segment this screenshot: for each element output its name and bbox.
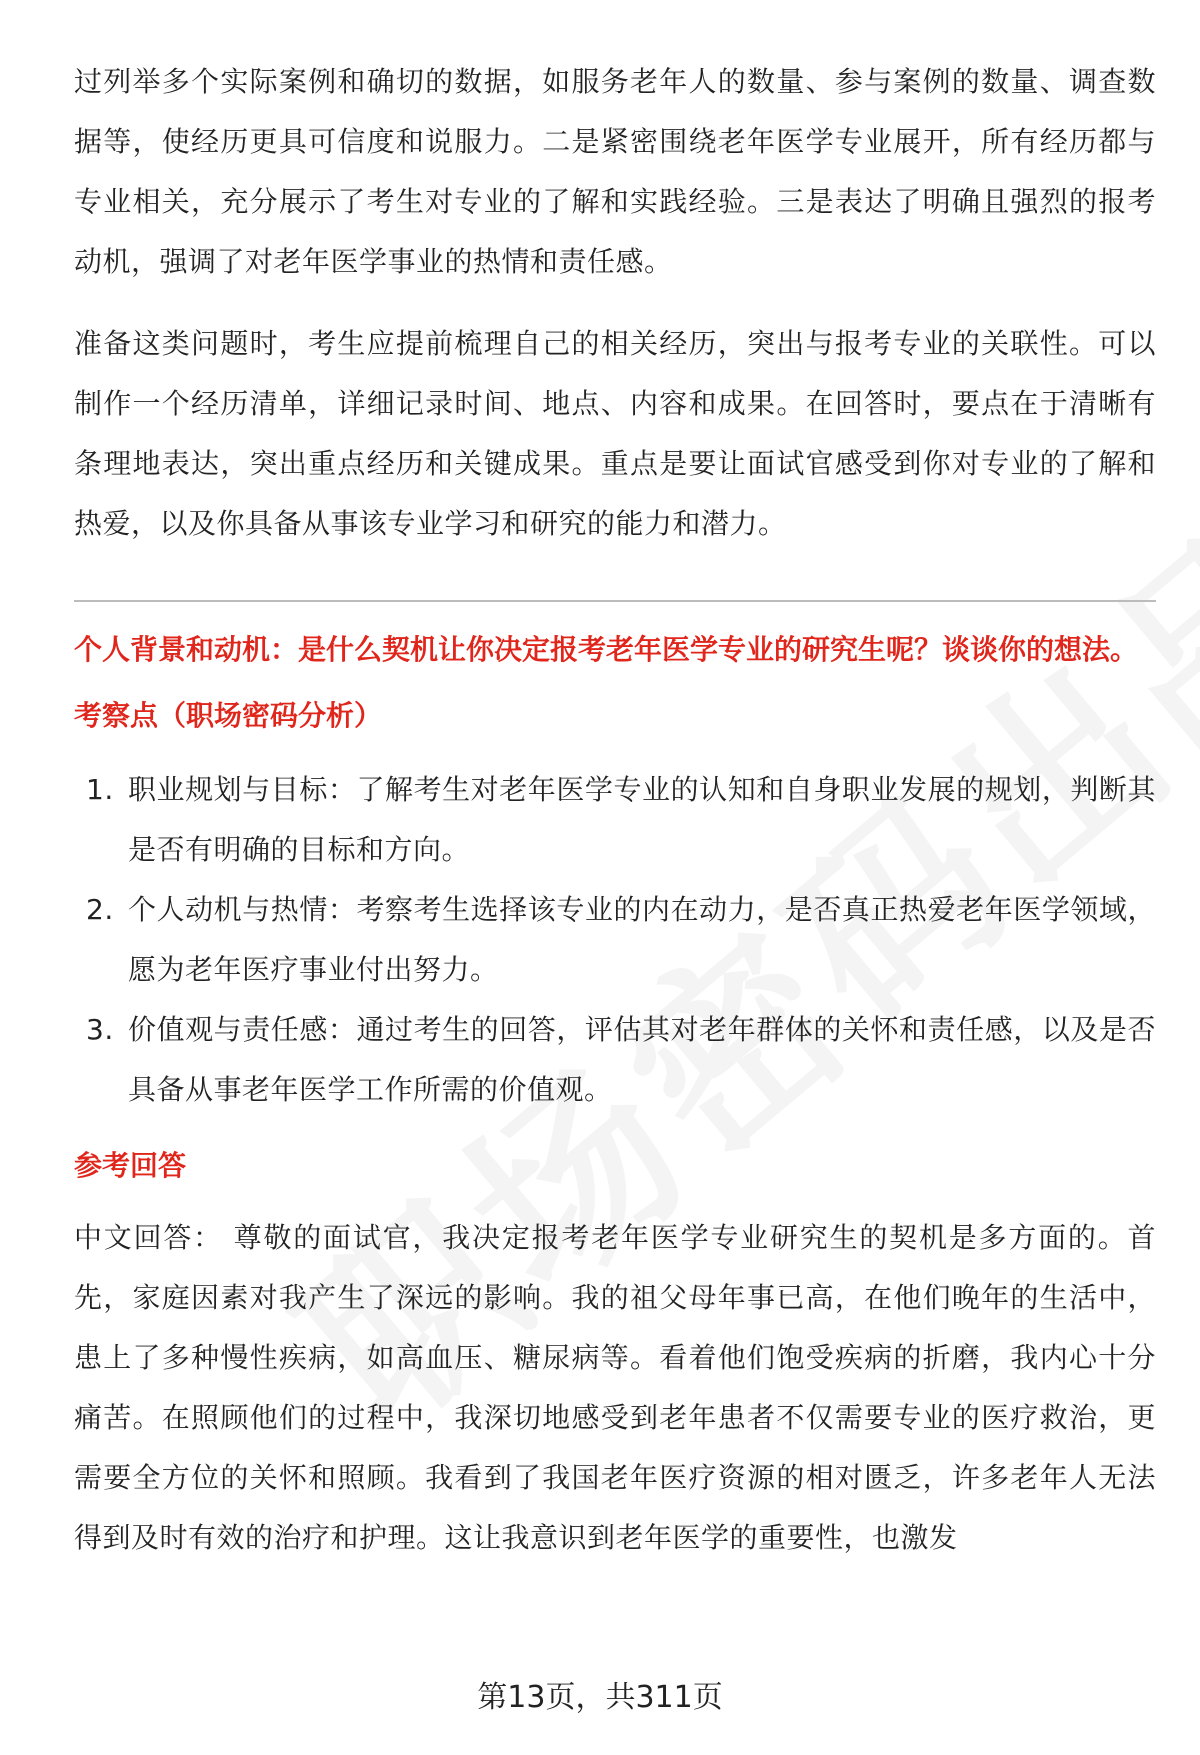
document-page [74, 52, 1156, 1568]
section-divider [74, 600, 1156, 602]
list-item-number: 3. [86, 1013, 114, 1046]
answer-heading: 参考回答 [74, 1149, 187, 1182]
intro-paragraph-2: 准备这类问题时，考生应提前梳理自己的相关经历，突出与报考专业的关联性。可以制作一个经历清单，详细记录时间、地点、内容和成果。在回答时，要点在于清晰有条理地表达，突出重点经历和关键成果。重点是要让面试官感受到你对专业的了解和热爱，以及你具备从事该专业学习和研究的能力和潜力。 [74, 327, 1156, 540]
list-item-text: 个人动机与热情：考察考生选择该专业的内在动力，是否真正热爱老年医学领域，愿为老年医疗事业付出努力。 [128, 893, 1156, 986]
list-item-number: 1. [86, 773, 114, 806]
list-item [74, 760, 1156, 880]
list-item [74, 1000, 1156, 1120]
intro-paragraph-1: 过列举多个实际案例和确切的数据，如服务老年人的数量、参与案例的数量、调查数据等，使经历更具可信度和说服力。二是紧密围绕老年医学专业展开，所有经历都与专业相关，充分展示了考生对专业的了解和实践经验。三是表达了明确且强烈的报考动机，强调了对老年医学事业的热情和责任感。 [74, 65, 1156, 278]
list-item [74, 880, 1156, 1000]
list-item-text: 职业规划与目标：了解考生对老年医学专业的认知和自身职业发展的规划，判断其是否有明确的目标和方向。 [128, 773, 1156, 866]
answer-paragraph: 中文回答： 尊敬的面试官，我决定报考老年医学专业研究生的契机是多方面的。首先，家庭因素对我产生了深远的影响。我的祖父母年事已高，在他们晚年的生活中，患上了多种慢性疾病，如高血压、糖尿病等。看着他们饱受疾病的折磨，我内心十分痛苦。在照顾他们的过程中，我深切地感受到老年患者不仅需要专业的医疗救治，更需要全方位的关怀和照顾。我看到了我国老年医疗资源的相对匮乏，许多老年人无法得到及时有效的治疗和护理。这让我意识到老年医学的重要性，也激发 [74, 1221, 1156, 1554]
question-title: 个人背景和动机：是什么契机让你决定报考老年医学专业的研究生呢？谈谈你的想法。 [74, 633, 1139, 666]
focus-points-list [74, 760, 1156, 1120]
list-item-text: 价值观与责任感：通过考生的回答，评估其对老年群体的关怀和责任感，以及是否具备从事老年医学工作所需的价值观。 [128, 1013, 1156, 1106]
page-number-footer: 第13页，共311页 [477, 1680, 723, 1715]
list-item-number: 2. [86, 893, 114, 926]
focus-heading: 考察点（职场密码分析） [74, 699, 383, 732]
